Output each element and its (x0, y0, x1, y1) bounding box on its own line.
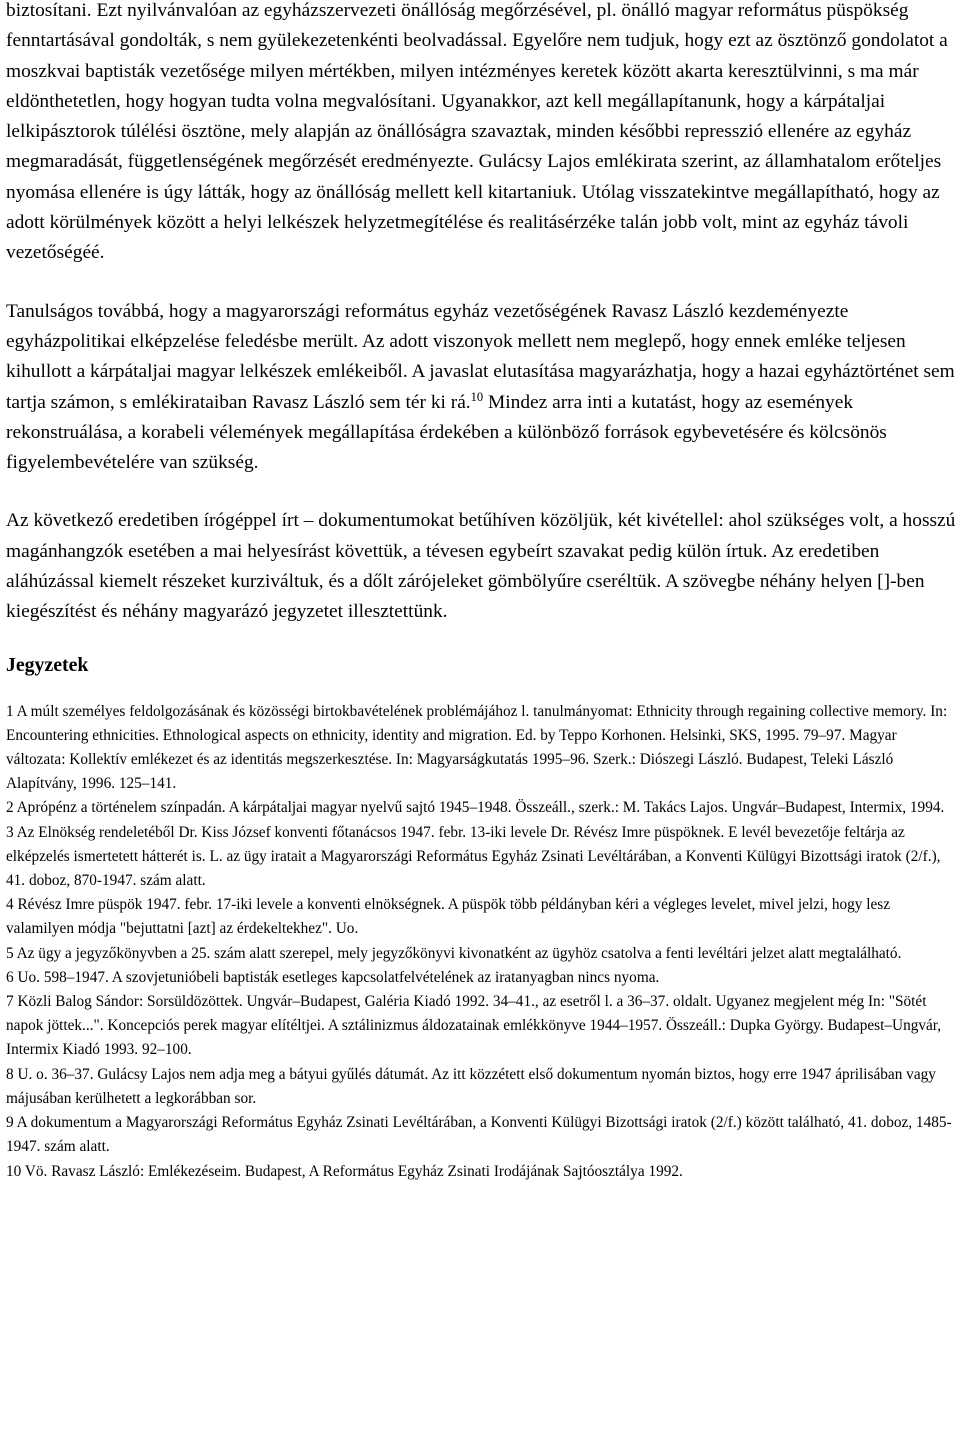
note-10: 10 Vö. Ravasz László: Emlékezéseim. Budapest, A Református Egyház Zsinati Irodájának Sajtóosztálya 1992. (6, 1162, 683, 1180)
paragraph-2-text-after: Mindez arra inti a kutatást, hogy az események rekonstruálása, a korabeli vélemények megállapítása érdekében a különböző források egybevetésére és kölcsönös figyelembevételére van szükség. (6, 391, 887, 474)
notes-spacer (6, 680, 956, 700)
note-5: 5 Az ügy a jegyzőkönyvben a 25. szám alatt szerepel, mely jegyzőkönyvi kivonatként az ügyhöz csatolva a fenti levéltári jelzet alatt megtalálható. (6, 944, 902, 962)
note-3: 3 Az Elnökség rendeletéből Dr. Kiss József konventi főtanácsos 1947. febr. 13-iki levele Dr. Révész Imre püspöknek. E levél bevezetője feltárja az elképzelés ismertetett hátterét is. L. az ügy iratait a Magyarországi Református Egyház Zsinati Levéltárában, a Konventi Külügyi Bizottsági iratok (2/f.), 41. doboz, 870-1947. szám alatt. (6, 823, 941, 890)
body-text (6, 0, 956, 628)
note-6: 6 Uo. 598–1947. A szovjetunióbeli baptisták esetleges kapcsolatfelvételének az iratanyagban nincs nyoma. (6, 968, 660, 986)
paragraph-3: Az következő eredetiben írógéppel írt – dokumentumokat betűhíven közöljük, két kivétellel: ahol szükséges volt, a hosszú magánhangzók esetében a mai helyesírást követtük, a tévesen egybeírt szavakat pedig külön írtuk. Az eredetiben aláhúzással kiemelt részeket kurziváltuk, és a dőlt zárójeleket gömbölyűre cseréltük. A szövegbe néhány helyen []-ben kiegészítést és néhány magyarázó jegyzetet illesztettünk. (6, 510, 956, 623)
note-4: 4 Révész Imre püspök 1947. febr. 17-iki levele a konventi elnökségnek. A püspök több példányban kéri a végleges levelet, mivel jelzi, hogy lesz valamilyen módja "bejuttatni [azt] az érdekeltekhez". Uo. (6, 896, 891, 938)
note-8: 8 U. o. 36–37. Gulácsy Lajos nem adja meg a bátyui gyűlés dátumát. Az itt közzétett első dokumentum nyomán biztos, hogy erre 1947 áprilisában vagy májusában kerülhetett a legkorábban sor. (6, 1065, 936, 1107)
paragraph-spacer (6, 478, 956, 506)
footnote-reference-10[interactable]: 10 (470, 389, 484, 404)
document-page (6, 0, 956, 1184)
note-1: 1 A múlt személyes feldolgozásának és közösségi birtokbavételének problémájához l. tanulmányomat: Ethnicity through regaining collective memory. In: Encountering ethnicities. Ethnological aspects on ethnicity, identity and migration. Ed. by Teppo Korhonen. Helsinki, SKS, 1995. 79–97. Magyar változata: Kollektív emlékezet és az identitás megszerkesztése. In: Magyarságkutatás 1995–96. Szerk.: Diószegi László. Budapest, Teleki László Alapítvány, 1996. 125–141. (6, 702, 948, 793)
paragraph-2-text-before: Tanulságos továbbá, hogy a magyarországi református egyház vezetőségének Ravasz László kezdeményezte egyházpolitikai elképzelése feledésbe merült. Az adott viszonyok mellett nem meglepő, hogy ennek emléke teljesen kihullott a kárpátaljai magyar lelkészek emlékeiből. A javaslat elutasítása magyarázhatja, hogy a hazai egyháztörténet sem tartja számon, s emlékirataiban Ravasz László sem tér ki rá. (6, 300, 955, 413)
paragraph-spacer (6, 269, 956, 297)
paragraph-2 (6, 297, 956, 479)
note-2: 2 Aprópénz a történelem színpadán. A kárpátaljai magyar nyelvű sajtó 1945–1948. Összeáll., szerk.: M. Takács Lajos. Ungvár–Budapest, Intermix, 1994. (6, 799, 945, 817)
paragraph-1: biztosítani. Ezt nyilvánvalóan az egyházszervezeti önállóság megőrzésével, pl. önálló magyar református püspökség fenntartásával gondolták, s nem gyülekezetenkénti beolvadással. Egyelőre nem tudjuk, hogy ezt az ösztönző gondolatot a moszkvai baptisták vezetősége milyen mértékben, milyen intézményes keretek között akarta keresztülvinni, s ma már eldönthetetlen, hogy hogyan tudta volna megvalósítani. Ugyanakkor, azt kell megállapítanunk, hogy a kárpátaljai lelkipásztorok túlélési ösztöne, mely alapján az önállóságra szavaztak, minden későbbi represszió ellenére az egyház megmaradását, függetlenségének megőrzését eredményezte. Gulácsy Lajos emlékirata szerint, az államhatalom erőteljes nyomása ellenére is úgy látták, hogy az önállóság mellett kell kitartaniuk. Utólag visszatekintve megállapítható, hogy az adott körülmények között a helyi lelkészek helyzetmegítélése és realitásérzéke talán jobb volt, mint az egyház távoli vezetőségéé. (6, 0, 948, 264)
note-7: 7 Közli Balog Sándor: Sorsüldözöttek. Ungvár–Budapest, Galéria Kiadó 1992. 34–41., az esetről l. a 36–37. oldalt. Ugyanez megjelent még In: "Sötét napok jöttek...". Koncepciós perek magyar elítéltjei. A sztálinizmus áldozatainak emlékkönyve 1944–1957. Összeáll.: Dupka György. Budapest–Ungvár, Intermix Kiadó 1993. 92–100. (6, 993, 942, 1059)
note-9: 9 A dokumentum a Magyarországi Református Egyház Zsinati Levéltárában, a Konventi Külügyi Bizottsági iratok (2/f.) között található, 41. doboz, 1485-1947. szám alatt. (6, 1114, 952, 1156)
heading-spacer (6, 628, 956, 650)
notes-list (6, 700, 956, 1184)
notes-heading: Jegyzetek (6, 653, 89, 676)
